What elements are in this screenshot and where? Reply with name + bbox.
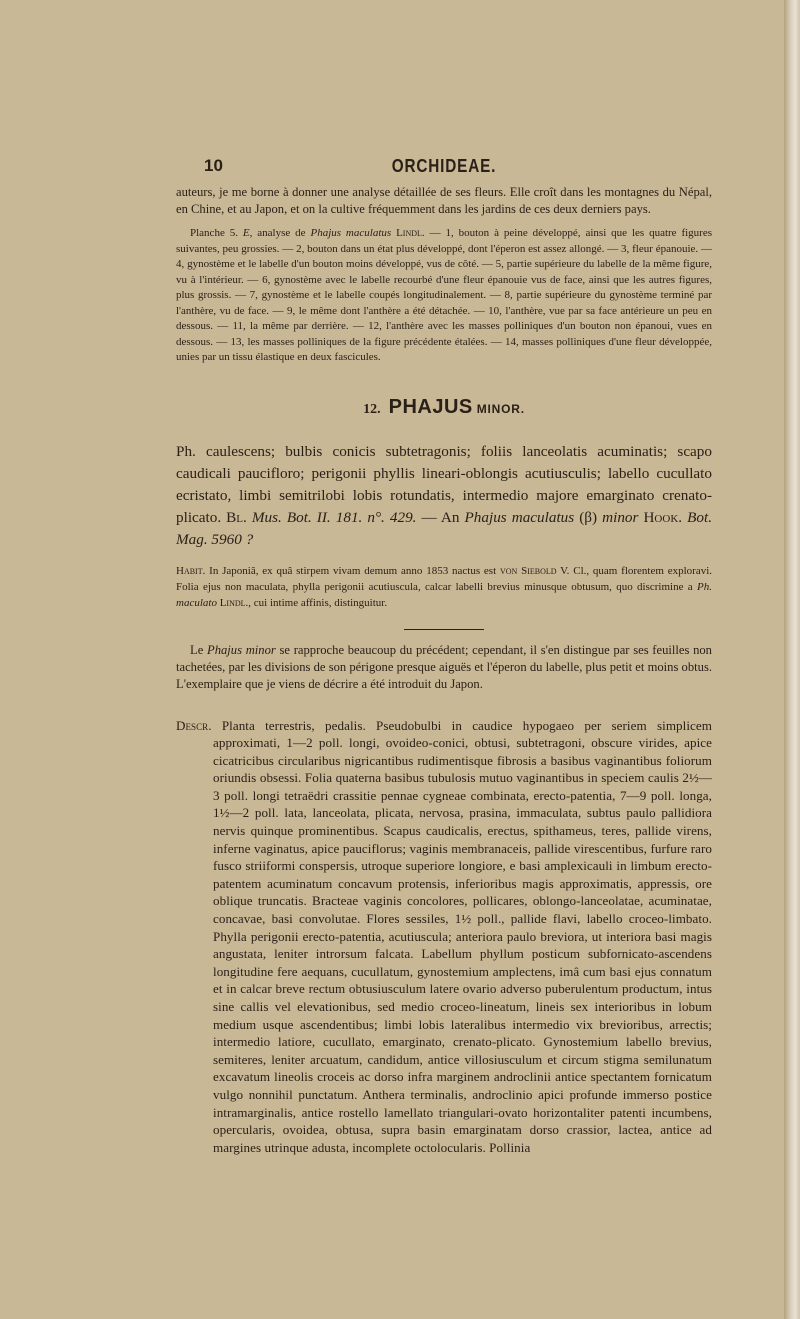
intro-paragraph: auteurs, je me borne à donner une analyse détaillée de ses fleurs. Elle croît dans les montagnes du Népal, en Chine, et au Japon, et on la cultive fréquemment dans les jardins de ces deux derniers pays. xyxy=(176,185,712,216)
species-number: 12. xyxy=(363,401,381,417)
running-head xyxy=(176,156,712,178)
running-title: ORCHIDEAE. xyxy=(391,156,497,176)
diagnosis-text-2: — An xyxy=(416,508,465,526)
diagnosis-species: Phajus maculatus xyxy=(464,508,575,526)
habit-text-c: , cui intime affinis, distinguitur. xyxy=(248,596,388,609)
plate-species: Phajus maculatus xyxy=(310,227,392,239)
habit-paragraph xyxy=(176,563,712,611)
plate-author: Lindl. xyxy=(396,227,425,239)
habit-author: Lindl. xyxy=(219,596,249,609)
diagnosis-author-2: Hook. xyxy=(638,508,683,526)
latin-diagnosis xyxy=(176,441,712,551)
diagnosis-epithet: minor xyxy=(602,508,639,526)
remark-species: Phajus minor xyxy=(207,642,276,657)
diagnosis-author: Bl. xyxy=(226,508,247,526)
french-remark xyxy=(176,642,712,693)
diagnosis-reference: Mus. Bot. II. 181. n°. 429. xyxy=(246,508,417,526)
habit-text-b: V. Cl., quam florentem exploravi. Folia ejus non maculata, phylla perigonii acutiuscula, calcar labelli brevius minusque obtusum, quo discrimine a xyxy=(176,564,713,593)
plate-text-a: , analyse de xyxy=(249,227,311,239)
diagnosis-reference-2: Bot. Mag. 5960 ? xyxy=(176,508,712,548)
habit-text-a: In Japoniâ, ex quâ stirpem vivam demum anno 1853 nactus est xyxy=(205,564,500,577)
latin-description xyxy=(176,717,712,1157)
remark-text-b: se rapproche beaucoup du précédent; cependant, il s'en distingue par ses feuilles non tachetées, par les divisions de son périgone presque aiguës et l'éperon du labelle, plus petit et moins obtus. L'exemplaire que je viens de décrire a été introduit du Japon. xyxy=(176,642,712,691)
species-epithet: MINOR. xyxy=(476,401,525,416)
plate-caption xyxy=(176,226,712,366)
habit-label: Habit. xyxy=(176,564,206,577)
diagnosis-text-3: (β) xyxy=(574,508,603,526)
page-number: 10 xyxy=(204,156,223,175)
description-text: Planta terrestris, pedalis. Pseudobulbi in caudice hypogaeo per seriem simplicem approximati, 1—2 poll. longi, ovoideo-conici, obtusi, subtetragoni, obscure virides, apice cicatricibus circularibus nigricantibus rudimentisque fibrosis a basibus vaginantibus foliorum oriundis obsessi. Folia quaterna basibus tubulosis mutuo vaginantibus in speciem caulis 2½—3 poll. longi tetraëdri crassitie pennae cygneae combinata, erecto-patentia, 7—9 poll. longa, 1½—2 poll. lata, lanceolata, plicata, nervosa, prasina, immaculata, subtus paulo pallidiora nervis quinque prominentibus. Scapus caudicalis, erectus, spithameus, teres, pallide virens, inferne vaginatus, apice pauciflorus; vaginis membranaceis, pallide virescentibus, furfure raro fusco striiformi conspersis, utroque superiore longiore, e basi amplexicauli in limbum erecto-patentem acuminatum concavum protensis, inferioribus magis approximatis, appressis, ore oblique truncatis. Bracteae vaginis concolores, pollicares, oblongo-lanceolatae, acuminatae, concavae, basi convolutae. Flores sessiles, 1½ poll., pallide flavi, labello croceo-limbato. Phylla perigonii erecto-patentia, acutiuscula; anteriora paulo breviora, ut interiora basi magis angustata, leniter introrsum falcata. Labellum phyllum posticum subfornicato-ascendens longitudine fere aequans, cucullatum, gynostemium amplectens, imâ cum basi ejus connatum et in calcar breve rectum obtusiusculum latere ovario adverso puberulentum productum, intus sine callis vel elevationibus, sed medio croceo-lineatum, lineis sex interioribus in lobum medium usque ascendentibus; limbi lobis lateralibus intermedio vix brevioribus, arrectis; intermedio latiore, cucullato, emarginato, crenato-plicato. Gynostemium labello brevius, semiteres, leniter arcuatum, candidum, antice villosiusculum et circum stigma semilunatum excavatum lineolis croceis ac dorso infra marginem androclinii antice spectantem fornicatum vulgo nonnihil punctatum. Anthera terminalis, androclinio apici profunde immerso postice intramarginalis, antice rostello lamellato triangulari-ovato horizontaliter patenti incumbens, opercularis, ovoidea, obtusa, supra basin emarginatam dorso crassior, lactea, antice ad margines utrinque adusta, incomplete octolocularis. Pollinia xyxy=(211,717,712,1155)
habit-collector: von Siebold xyxy=(499,564,557,577)
remark-text-a: Le xyxy=(190,642,207,657)
species-genus: PHAJUS xyxy=(388,395,473,418)
plate-letter: E xyxy=(242,227,250,239)
page-edge xyxy=(784,0,800,1319)
section-divider xyxy=(404,629,484,630)
plate-text-b: — 1, bouton à peine développé, ainsi que les quatre figures suivantes, peu grossies. — 2, bouton dans un état plus développé, dont l'éperon est assez allongé. — 3, fleur épanouie. — 4, gynostème et le labelle d'un bouton moins développé, vus de côté. — 5, partie supérieure du labelle de la même figure, vu à l'intérieur. — 6, gynostème avec le labelle recourbé d'une fleur épanouie vus de face, ainsi que les autres figures, plus grossis. — 7, gynostème et le labelle coupés longitudinalement. — 8, partie supérieure du gynostème terminé par l'anthère, vu de face. — 9, le même dont l'anthère a été détachée. — 10, l'anthère, vue par sa face antérieure un peu en dessous. — 11, la même par derrière. — 12, l'anthère avec les masses polliniques d'un bouton non épanoui, vues en dessous. — 13, les masses polliniques de la figure précédente étalées. — 14, masses polliniques d'une fleur développée, unies par un tissu élastique en deux fascicules. xyxy=(176,227,713,363)
diagnosis-text: Ph. caulescens; bulbis conicis subtetragonis; foliis lanceolatis acuminatis; scapo caudicali paucifloro; perigonii phyllis lineari-oblongis acutiusculis; labello cucullato ecristato, limbi semitrilobi lobis rotundatis, intermedio majore emarginato crenato-plicato. xyxy=(176,442,712,526)
description-label: Descr. xyxy=(176,717,212,733)
plate-prefix: Planche 5. xyxy=(190,227,243,239)
habit-species: Ph. maculato xyxy=(176,580,712,609)
page-content xyxy=(176,156,712,1156)
species-heading xyxy=(176,396,712,419)
